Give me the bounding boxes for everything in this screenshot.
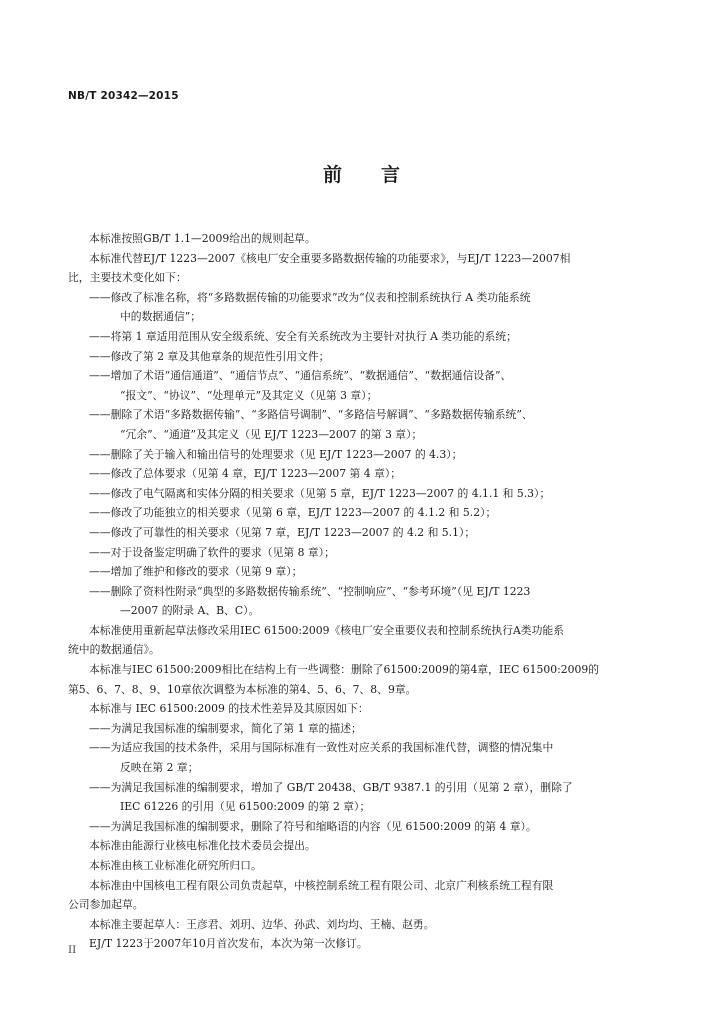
text-line: 本标准与 IEC 61500:2009 的技术性差异及其原因如下： xyxy=(89,702,369,716)
text-line: 本标准由核工业标准化研究所归口。 xyxy=(89,859,262,872)
text-line: ——将第 1 章适用范围从安全级系统、安全有关系统改为主要针对执行 A 类功能的系统； xyxy=(89,329,517,343)
page-number: II xyxy=(68,944,77,956)
text-line: 反映在第 2 章； xyxy=(120,761,199,775)
text-line: ——增加了维护和修改的要求（见第 9 章）； xyxy=(89,565,303,579)
text-line: 本标准由能源行业核电标准化技术委员会提出。 xyxy=(89,839,316,853)
text-line: ——删除了术语“多路数据传输”、“多路信号调制”、“多路信号解调”、“多路数据传输系统”、 xyxy=(89,408,533,422)
text-line: EJ/T 1223于2007年10月首次发布，本次为第一次修订。 xyxy=(89,937,368,951)
document-body xyxy=(68,229,642,954)
text-line: IEC 61226 的引用（见 61500:2009 的第 2 章）； xyxy=(120,800,371,814)
text-line: 本标准由中国核电工程有限公司负责起草，中核控制系统工程有限公司、北京广利核系统工程有限 xyxy=(89,878,554,892)
text-line: ——修改了可靠性的相关要求（见第 7 章，EJ/T 1223—2007 的 4.2 和 5.1）； xyxy=(89,525,476,539)
text-line: ——修改了标准名称，将“多路数据传输的功能要求”改为“仪表和控制系统执行 A 类功能系统 xyxy=(89,290,531,304)
text-line: ——对于设备鉴定明确了软件的要求（见第 8 章）； xyxy=(89,545,335,559)
page-title xyxy=(0,160,724,187)
text-line: 本标准代替EJ/T 1223—2007《核电厂安全重要多路数据传输的功能要求》，与EJ/T 1223—2007相 xyxy=(89,251,571,265)
text-line: —2007 的附录 A、B、C）。 xyxy=(120,604,260,618)
standard-number: NB/T 20342—2015 xyxy=(68,90,179,102)
text-line: “冗余”、“通道”及其定义（见 EJ/T 1223—2007 的第 3 章）； xyxy=(120,427,423,441)
text-line: ——修改了电气隔离和实体分隔的相关要求（见第 5 章，EJ/T 1223—2007 的 4.1.1 和 5.3）； xyxy=(89,486,551,500)
text-line: 统中的数据通信》。 xyxy=(68,643,160,657)
title-char-1: 前 xyxy=(322,164,343,186)
text-line: ——为满足我国标准的编制要求，删除了符号和缩略语的内容（见 61500:2009 的第 4 章）。 xyxy=(89,819,537,833)
text-line: ——为满足我国标准的编制要求，简化了第 1 章的描述； xyxy=(89,721,362,735)
text-line: ——为满足我国标准的编制要求，增加了 GB/T 20438、GB/T 9387.1 的引用（见第 2 章），删除了 xyxy=(89,780,573,794)
text-line: 本标准使用重新起草法修改采用IEC 61500:2009《核电厂安全重要仪表和控制系统执行A类功能系 xyxy=(89,623,564,637)
text-line: ——修改了功能独立的相关要求（见第 6 章，EJ/T 1223—2007 的 4.1.2 和 5.2）； xyxy=(89,506,497,520)
text-line: ——增加了术语“通信通道”、“通信节点”、“通信系统”、“数据通信”、“数据通信设备”、 xyxy=(89,369,512,383)
text-line: 公司参加起草。 xyxy=(68,898,144,912)
text-line: 本标准按照GB/T 1.1—2009给出的规则起草。 xyxy=(89,232,316,245)
text-line: ——修改了总体要求（见第 4 章，EJ/T 1223—2007 第 4 章）； xyxy=(89,467,402,481)
text-line: 第5、6、7、8、9、10章依次调整为本标准的第4、5、6、7、8、9章。 xyxy=(68,682,417,696)
text-line: “报文”、“协议”、“处理单元”及其定义（见第 3 章）； xyxy=(120,388,378,402)
text-line: 本标准与IEC 61500:2009相比在结构上有一些调整：删除了61500:2009的第4章，IEC 61500:2009的 xyxy=(89,663,600,677)
text-line: ——为适应我国的技术条件，采用与国际标准有一致性对应关系的我国标准代替，调整的情况集中 xyxy=(89,741,554,755)
text-line: ——修改了第 2 章及其他章条的规范性引用文件； xyxy=(89,349,330,363)
text-line: 本标准主要起草人：王彦君、刘玥、边华、孙武、刘均均、王楠、赵勇。 xyxy=(89,917,435,931)
text-line: 中的数据通信”； xyxy=(120,310,202,324)
title-char-2: 言 xyxy=(381,164,402,186)
text-line: 比，主要技术变化如下： xyxy=(68,271,187,285)
text-line: ——删除了关于输入和输出信号的处理要求（见 EJ/T 1223—2007 的 4.3）； xyxy=(89,447,463,461)
text-line: ——删除了资料性附录“典型的多路数据传输系统”、“控制响应”、“参考环境”（见 EJ/T 1223 xyxy=(89,584,531,598)
